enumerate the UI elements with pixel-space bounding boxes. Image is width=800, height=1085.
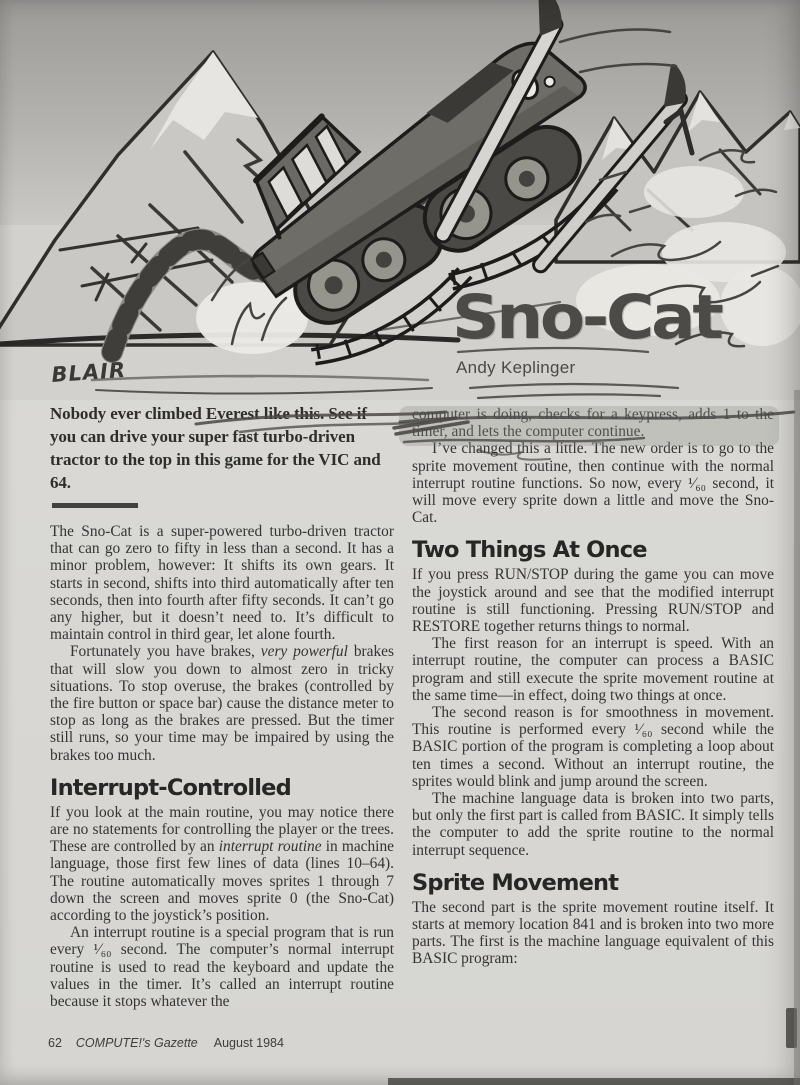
paragraph-text: brakes that will slow you down to almost zero in tricky situations. To stop overuse, the brakes (controlled by the fire button or space bar) cause the distance meter to stop as long as the brakes are pressed. But the timer still runs, so your time may be impaired by using the brakes too much. [50, 643, 394, 764]
paragraph-emphasis: very powerful [260, 643, 348, 661]
paragraph: The second part is the sprite movement routine itself. It starts at memory location 841 and is broken into two more parts. The first is the machine language equivalent of this BASIC program: [412, 898, 774, 968]
paragraph-text: If you look at the main routine, you may notice there are no statements for controlling the player or the trees. These are controlled by an [50, 803, 394, 856]
paragraph: The machine language data is broken into two parts, but only the first part is called from BASIC. It simply tells the computer to add the sprite routine to the normal interrupt sequence. [412, 790, 774, 859]
article-title: Sno-Cat [452, 282, 721, 353]
signature-text: BLAIR [50, 357, 127, 387]
paragraph [50, 643, 394, 763]
intro-paragraph: Nobody ever climbed Everest like this. See if you can drive your super fast turbo-driven tractor to the top in this game for the VIC and 64. [50, 404, 381, 492]
paragraph: If you press RUN/STOP during the game you can move the joystick around and see that the modified interrupt routine is still functioning. Pressing RUN/STOP and RESTORE together returns things to normal. [412, 566, 774, 636]
paragraph: I’ve changed this a little. The new order is to go to the sprite movement routine, then continue with the normal interrupt routine functions. So now, every ¹⁄₆₀ second, it will move every sprite down a little and move the Sno-Cat. [412, 440, 774, 527]
article-author: Andy Keplinger [456, 358, 576, 377]
issue-date: August 1984 [213, 1036, 284, 1050]
paragraph: The first reason for an interrupt is speed. With an interrupt routine, the computer can process a BASIC program and still execute the sprite movement routine at the same time—in effect, doing two things at once. [412, 635, 774, 704]
paragraph-text: in machine language, those first few lines of data (lines 10–64). The routine automatically moves sprites 1 through 7 down the screen and moves sprite 0 (the Sno-Cat) according to the joystick’s position. [50, 838, 394, 925]
left-column [50, 402, 394, 1010]
right-column [412, 406, 774, 968]
page-footer [48, 1036, 284, 1050]
magazine-name: COMPUTE!'s Gazette [75, 1036, 198, 1050]
paragraph: The second reason is for smoothness in movement. This routine is performed every ¹⁄₆₀ second while the BASIC portion of the program is completing a loop about ten times a second. Without an interrupt routine, the sprites would blink and jump around the screen. [412, 704, 774, 790]
section-heading-two-things-at-once: Two Things At Once [412, 537, 647, 564]
section-heading-sprite-movement: Sprite Movement [412, 869, 619, 896]
paragraph [50, 804, 394, 924]
paragraph: The Sno-Cat is a super-powered turbo-driven tractor that can go zero to fifty in less than a second. It has a minor problem, however: It shifts its own gears. It starts in second, shifts into third automatically after ten seconds, then into fourth after fifty seconds. It can’t go any higher, but it doesn’t need to. It’s difficult to maintain control in third gear, let alone fourth. [50, 523, 394, 644]
paragraph: computer is doing, checks for a keypress, adds 1 to the timer, and lets the computer continue. [412, 406, 774, 441]
paragraph: An interrupt routine is a special program that is run every ¹⁄₆₀ second. The computer’s normal interrupt routine is used to read the keyboard and update the values in the timer. It’s called an interrupt routine because it stops whatever the [50, 924, 394, 1011]
scan-edge-bottom [388, 1078, 800, 1085]
divider-rule [52, 503, 138, 508]
page-number: 62 [48, 1036, 62, 1050]
paragraph-text: Fortunately you have brakes, [70, 643, 261, 661]
section-heading-interrupt-controlled: Interrupt-Controlled [50, 774, 291, 801]
paragraph-emphasis: interrupt routine [218, 838, 322, 856]
scan-edge-right [794, 390, 800, 1085]
